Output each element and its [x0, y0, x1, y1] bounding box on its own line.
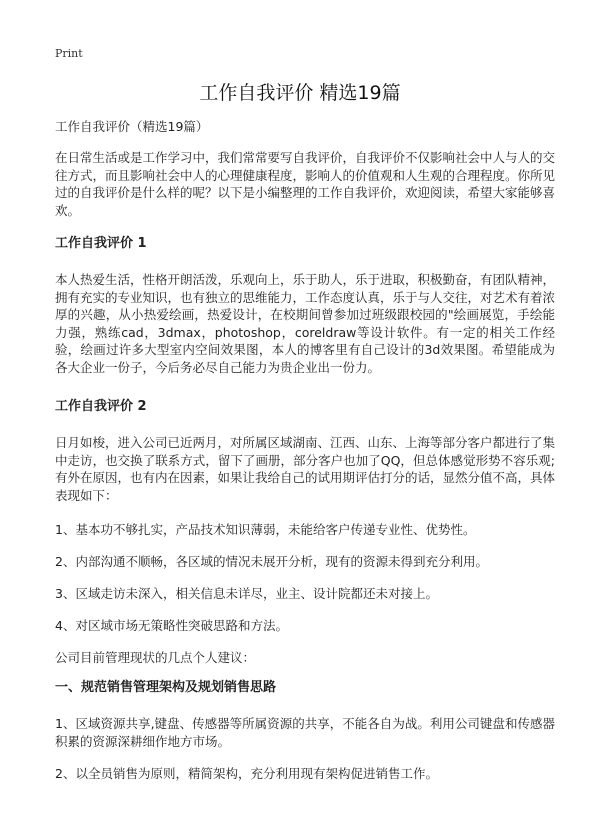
print-label: Print	[55, 47, 83, 60]
document-subtitle: 工作自我评价（精选19篇）	[55, 119, 209, 134]
list-item: 4、对区域市场无策略性突破思路和方法。	[55, 618, 288, 633]
advice-intro: 公司目前管理现状的几点个人建议：	[55, 650, 256, 665]
suggestion-item: 2、以全员销售为原则，精简架构，充分利用现有架构促进销售工作。	[55, 766, 438, 781]
document-body	[55, 118, 555, 797]
section2-body: 日月如梭，进入公司已近两月，对所属区域湖南、江西、山东、上海等部分客户都进行了集中走访，也交换了联系方式，留下了画册，部分客户也加了QQ，但总体感觉形势不容乐观;有外在原因，也有内在因素，如果让我给自己的试用期评估打分的话，显然分值不高，具体表现如下：	[55, 435, 556, 503]
suggestion-item: 1、区域资源共享,键盘、传感器等所属资源的共享，不能各自为战。利用公司键盘和传感器积累的资源深耕细作地方市场。	[55, 716, 555, 749]
intro-paragraph: 在日常生活或是工作学习中，我们常常要写自我评价，自我评价不仅影响社会中人与人的交往方式，而且影响社会中人的心理健康程度，影响人的价值观和人生观的合理程度。你所见过的自我评价是什么样的呢？以下是小编整理的工作自我评价，欢迎阅读，希望大家能够喜欢。	[55, 150, 556, 218]
section1-heading: 工作自我评价 1	[55, 236, 147, 251]
problem-list	[55, 521, 555, 635]
list-item: 2、内部沟通不顺畅，各区域的情况未展开分析，现有的资源未得到充分利用。	[55, 554, 488, 569]
advice-heading: 一、规范销售管理架构及规划销售思路	[55, 680, 277, 695]
list-item: 3、区域走访未深入，相关信息未详尽，业主、设计院都还未对接上。	[55, 586, 438, 601]
section1-body: 本人热爱生活，性格开朗活泼，乐观向上，乐于助人，乐于进取，积极勤奋，有团队精神，拥有充实的专业知识，也有独立的思维能力，工作态度认真，乐于与人交往，对艺术有着浓厚的兴趣，从小热爱绘画，热爱设计，在校期间曾参加过班级跟校园的"绘画展览，手绘能力强，熟练cad，3dmax，photoshop，coreldraw等设计软件。有一定的相关工作经验，绘画过许多大型室内空间效果图，本人的博客里有自己设计的3d效果图。希望能成为各大企业一份子，今后务必尽自己能力为贵企业出一份力。	[55, 272, 556, 375]
list-item: 1、基本功不够扎实，产品技术知识薄弱，未能给客户传递专业性、优势性。	[55, 522, 476, 537]
section2-heading: 工作自我评价 2	[55, 399, 147, 414]
document-title: 工作自我评价 精选19篇	[199, 82, 401, 104]
